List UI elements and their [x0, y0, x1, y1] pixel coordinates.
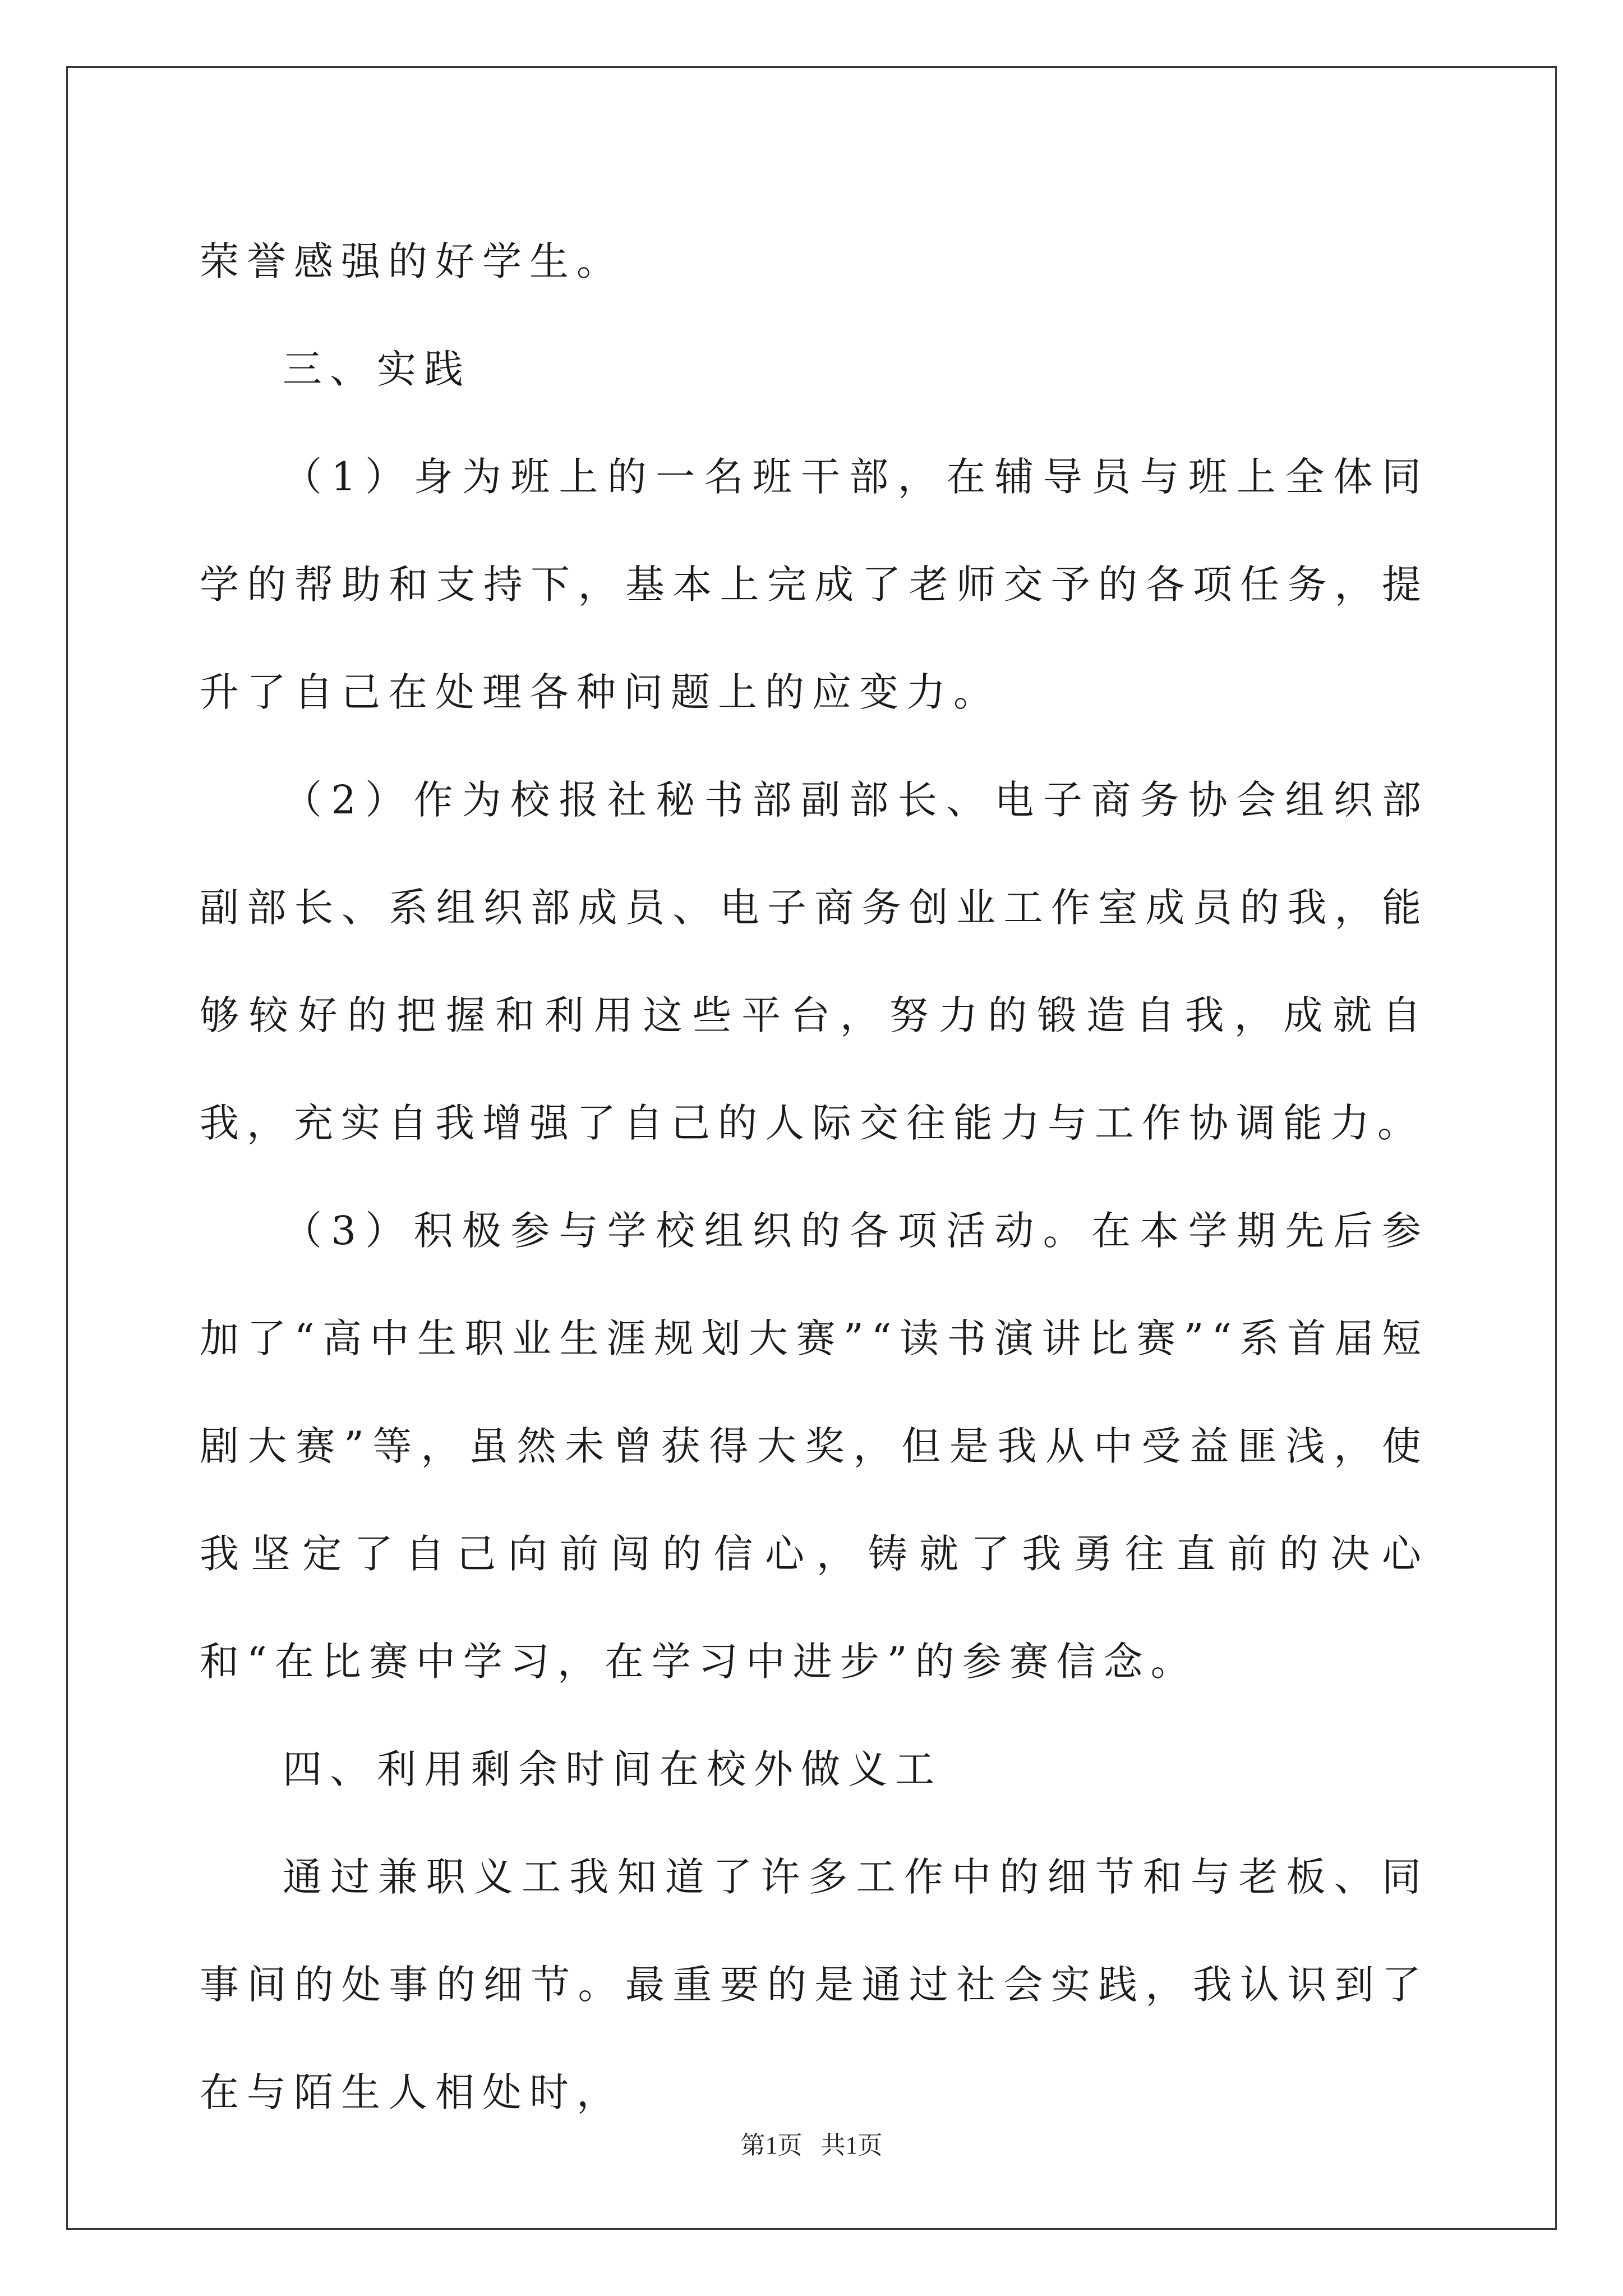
paragraph-item-3: （3）积极参与学校组织的各项活动。在本学期先后参加了“高中生职业生涯规划大赛”“读书演讲比赛”“系首届短剧大赛”等，虽然未曾获得大奖，但是我从中受益匪浅，使我坚定了自己向前闯的信心，铸就了我勇往直前的决心和“在比赛中学习，在学习中进步”的参赛信念。: [200, 1208, 1429, 1685]
paragraph-volunteer: 通过兼职义工我知道了许多工作中的细节和与老板、同事间的处事的细节。最重要的是通过社会实践，我认识到了在与陌生人相处时，: [200, 1854, 1429, 2115]
page-number-footer: 第1页 共1页: [740, 2132, 883, 2159]
section-heading-practice: 三、实践: [283, 346, 471, 392]
paragraph-item-1: （1）身为班上的一名班干部，在辅导员与班上全体同学的帮助和支持下，基本上完成了老师交予的各项任务，提升了自己在处理各种问题上的应变力。: [200, 454, 1429, 715]
paragraph-item-2: （2）作为校报社秘书部副部长、电子商务协会组织部副部长、系组织部成员、电子商务创业工作室成员的我，能够较好的把握和利用这些平台，努力的锻造自我，成就自我，充实自我增强了自己的人际交往能力与工作协调能力。: [200, 777, 1429, 1146]
document-body: [200, 208, 1429, 2146]
section-heading-volunteer: 四、利用剩余时间在校外做义工: [283, 1746, 942, 1792]
paragraph-1: 荣誉感强的好学生。: [200, 238, 624, 284]
